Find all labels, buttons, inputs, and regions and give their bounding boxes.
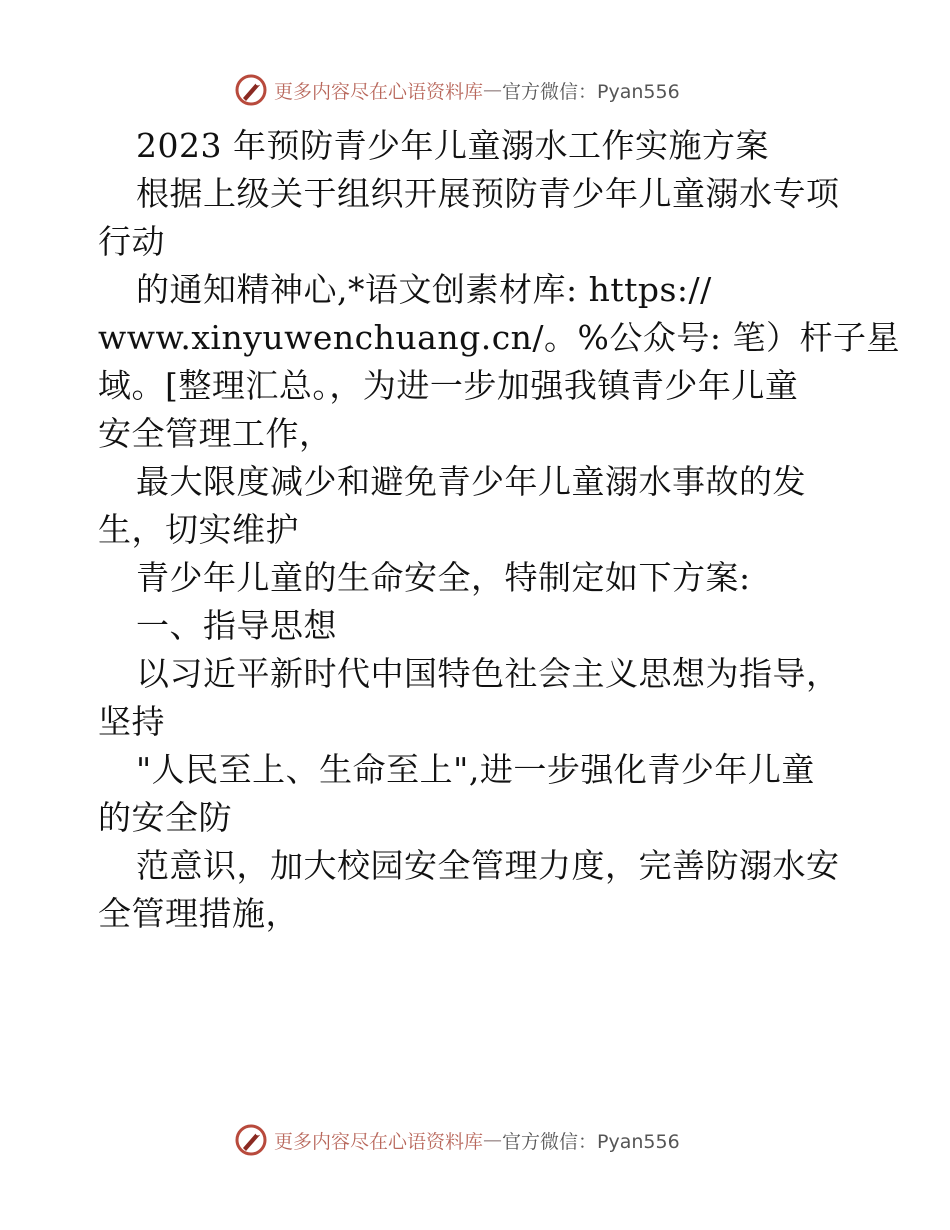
paragraph-line: 全管理措施， xyxy=(98,894,299,933)
paragraph-line: 根据上级关于组织开展预防青少年儿童溺水专项 xyxy=(136,174,840,213)
watermark-dash: — xyxy=(483,1129,503,1151)
watermark-site: 更多内容尽在心语资料库 xyxy=(274,1130,484,1153)
paragraph-line: www.xinyuwenchuang.cn/。%公众号: 笔）杆子星 xyxy=(98,318,901,357)
paragraph-line: 坚持 xyxy=(98,702,165,741)
pen-logo-icon xyxy=(234,1123,268,1157)
paragraph-line: "人民至上、生命至上",进一步强化青少年儿童 xyxy=(136,750,815,789)
watermark-site: 更多内容尽在心语资料库 xyxy=(274,80,484,103)
watermark-contact: 官方微信：Pyan556 xyxy=(502,80,680,103)
paragraph-line: 的通知精神心,*语文创素材库: https:// xyxy=(136,270,712,309)
paragraph-line: 以习近平新时代中国特色社会主义思想为指导， xyxy=(136,654,840,693)
watermark-dash: — xyxy=(483,79,503,101)
document-body xyxy=(98,122,901,938)
paragraph-line: 生，切实维护 xyxy=(98,510,299,549)
paragraph-line: 最大限度减少和避免青少年儿童溺水事故的发 xyxy=(136,462,806,501)
paragraph-line: 青少年儿童的生命安全，特制定如下方案: xyxy=(136,558,751,597)
document-title: 2023 年预防青少年儿童溺水工作实施方案 xyxy=(136,126,769,165)
paragraph-line: 的安全防 xyxy=(98,798,232,837)
paragraph-line: 行动 xyxy=(98,222,165,261)
pen-logo-icon xyxy=(234,73,268,107)
footer-watermark xyxy=(234,1122,754,1158)
watermark-contact: 官方微信：Pyan556 xyxy=(502,1130,680,1153)
paragraph-line: 域。[整理汇总。，为进一步加强我镇青少年儿童 xyxy=(98,366,799,405)
section-heading: 一、指导思想 xyxy=(136,606,337,645)
header-watermark xyxy=(234,72,754,108)
paragraph-line: 范意识，加大校园安全管理力度，完善防溺水安 xyxy=(136,846,840,885)
paragraph-line: 安全管理工作， xyxy=(98,414,333,453)
